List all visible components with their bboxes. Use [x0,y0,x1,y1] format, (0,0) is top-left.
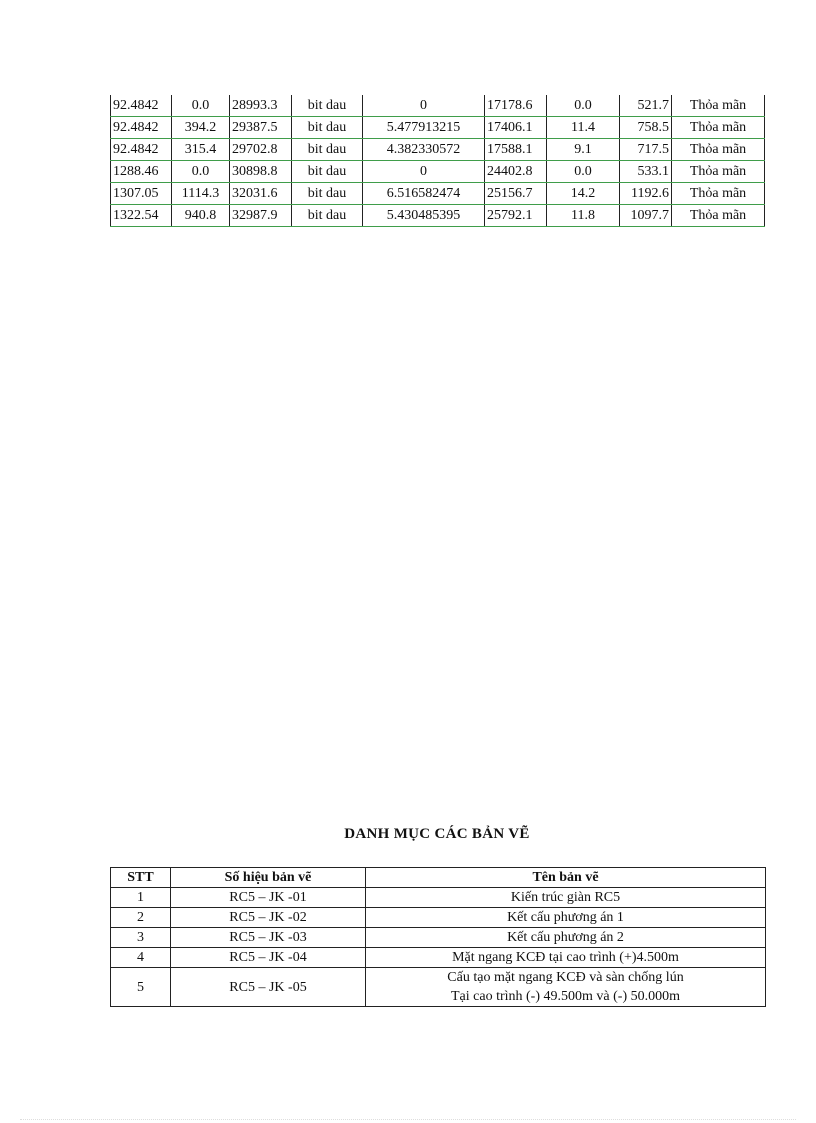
drawing-table-row [111,888,766,908]
calc-table-row [111,117,765,139]
drawing-name-line: Mặt ngang KCĐ tại cao trình (+)4.500m [452,950,679,965]
drawing-name [366,908,766,928]
calc-table-cell: 25792.1 [485,205,547,227]
calc-table-cell: 14.2 [547,183,620,205]
calc-table-row [111,95,765,117]
header-drawing-name: Tên bản vẽ [366,868,766,888]
drawing-code: RC5 – JK -04 [171,948,366,968]
calc-table-cell: 30898.8 [230,161,292,183]
drawing-table-row [111,948,766,968]
calc-table-cell: 28993.3 [230,95,292,117]
calc-table-cell: 1322.54 [111,205,172,227]
drawing-stt: 1 [111,888,171,908]
drawing-stt: 3 [111,928,171,948]
calc-table-cell: 0 [363,161,485,183]
drawing-name-line: Tại cao trình (-) 49.500m và (-) 50.000m [451,989,680,1004]
drawing-name-line: Kiến trúc giàn RC5 [510,890,621,905]
drawing-name-line: Kết cấu phương án 1 [507,910,624,925]
drawing-code: RC5 – JK -01 [171,888,366,908]
calc-table-cell: Thỏa mãn [672,95,765,117]
calc-table-cell: 0.0 [547,95,620,117]
calc-table-cell: Thỏa mãn [672,205,765,227]
calc-table-row [111,161,765,183]
calc-table-cell: 1192.6 [620,183,672,205]
drawing-name [366,968,766,1007]
drawing-code: RC5 – JK -02 [171,908,366,928]
calc-table-cell: 0.0 [172,95,230,117]
calc-table-cell: 5.430485395 [363,205,485,227]
calc-table-cell: 29387.5 [230,117,292,139]
calc-table-cell: 1307.05 [111,183,172,205]
calc-table-cell: Thỏa mãn [672,161,765,183]
drawing-stt: 5 [111,968,171,1007]
calc-table-cell: 521.7 [620,95,672,117]
drawing-list-title: DANH MỤC CÁC BẢN VẼ [344,826,530,842]
calc-table-cell: 0 [363,95,485,117]
drawing-table-header [111,868,766,888]
calc-table-cell: 6.516582474 [363,183,485,205]
calc-table-cell: 1114.3 [172,183,230,205]
calc-table-cell: 394.2 [172,117,230,139]
calc-table-cell: 717.5 [620,139,672,161]
calc-table-cell: 940.8 [172,205,230,227]
calc-table-cell: 315.4 [172,139,230,161]
drawing-name-line: Kết cấu phương án 2 [507,930,624,945]
calc-table-cell: 24402.8 [485,161,547,183]
calc-table-cell: 17406.1 [485,117,547,139]
header-drawing-code: Số hiệu bản vẽ [171,868,366,888]
calc-table-cell: 32031.6 [230,183,292,205]
calc-table-cell: 17588.1 [485,139,547,161]
calc-table-cell: 533.1 [620,161,672,183]
calc-table-cell: 29702.8 [230,139,292,161]
calc-table-cell: Thỏa mãn [672,183,765,205]
calculation-table [110,95,765,227]
calc-table-cell: 11.8 [547,205,620,227]
calc-table-cell: 9.1 [547,139,620,161]
calc-table-cell: bit dau [292,95,363,117]
calc-table-cell: Thỏa mãn [672,117,765,139]
calc-table-cell: 92.4842 [111,95,172,117]
drawing-name [366,928,766,948]
drawing-name [366,888,766,908]
drawing-name-line: Cấu tạo mặt ngang KCĐ và sàn chống lún [447,970,684,985]
calc-table-cell: 758.5 [620,117,672,139]
calc-table-cell: bit dau [292,139,363,161]
calc-table-cell: 32987.9 [230,205,292,227]
drawing-table-row [111,908,766,928]
drawing-name [366,948,766,968]
calc-table-cell: bit dau [292,183,363,205]
calc-table-cell: 1288.46 [111,161,172,183]
calc-table-cell: 11.4 [547,117,620,139]
calc-table-row [111,139,765,161]
drawing-table-row [111,968,766,1007]
calc-table-cell: 5.477913215 [363,117,485,139]
calc-table-cell: 17178.6 [485,95,547,117]
calc-table-row [111,183,765,205]
drawing-list-table [110,867,766,1007]
calc-table-cell: 92.4842 [111,139,172,161]
calc-table-cell: 0.0 [547,161,620,183]
calc-table-row [111,205,765,227]
calc-table-cell: 4.382330572 [363,139,485,161]
calc-table-cell: 92.4842 [111,117,172,139]
page-divider [20,1119,796,1120]
drawing-code: RC5 – JK -03 [171,928,366,948]
drawing-table-row [111,928,766,948]
header-stt: STT [111,868,171,888]
calc-table-cell: 25156.7 [485,183,547,205]
calc-table-cell: 0.0 [172,161,230,183]
calc-table-cell: bit dau [292,205,363,227]
drawing-code: RC5 – JK -05 [171,968,366,1007]
calc-table-cell: bit dau [292,161,363,183]
drawing-stt: 4 [111,948,171,968]
calc-table-cell: bit dau [292,117,363,139]
drawing-stt: 2 [111,908,171,928]
calc-table-cell: Thỏa mãn [672,139,765,161]
calc-table-cell: 1097.7 [620,205,672,227]
